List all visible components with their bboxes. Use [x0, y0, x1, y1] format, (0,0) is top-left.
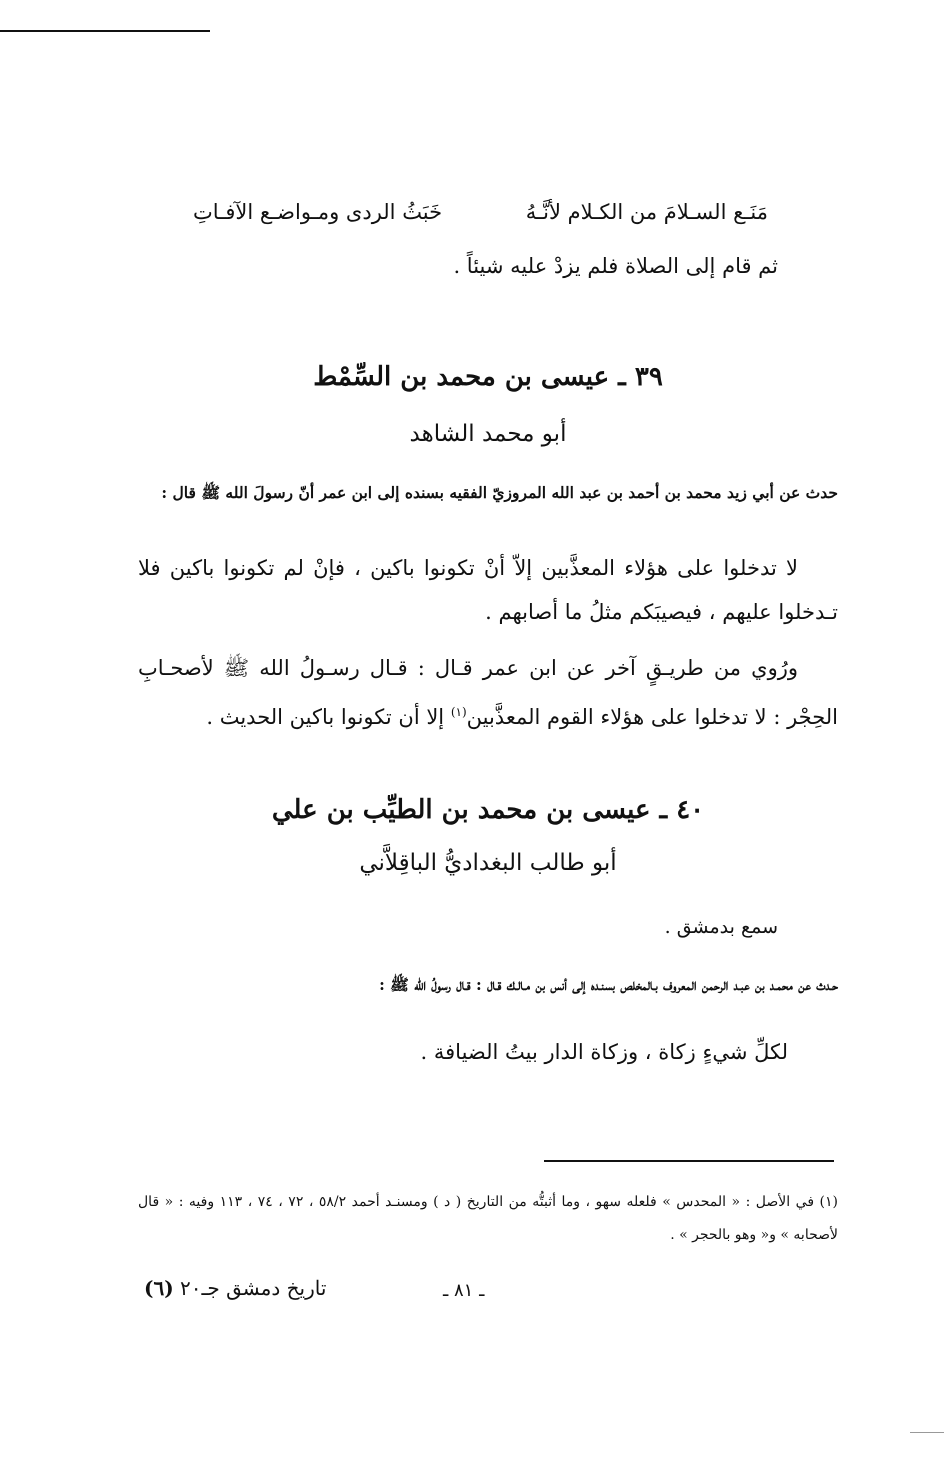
entry-39-heading: ٣٩ ـ عيسى بن محمد بن السِّمْط	[313, 362, 663, 392]
entry-39-hadith-text: لا تدخلوا على هؤلاء المعذَّبين إلاّ أنْ تكونوا باكين ، فإنْ لم تكونوا باكين فلا تـدخلوا عليهم ، فيصيبَكم مثلُ ما أصابهم .	[138, 556, 838, 624]
entry-39-hadith	[138, 546, 838, 634]
entry-39-variant-end: إلا أن تكونوا باكين الحديث .	[206, 705, 451, 729]
verse-hemistich-first: مَنَـع السـلامَ من الكـلام لأنَّـهُ	[525, 200, 768, 224]
bottom-edge-rule	[910, 1432, 944, 1433]
entry-39-variant	[138, 646, 838, 739]
page-number: ـ ٨١ ـ	[443, 1280, 485, 1301]
after-verse-line: ثم قام إلى الصلاة فلم يزدْ عليه شيئاً .	[453, 254, 778, 278]
entry-39-variant-text: ورُوي من طريـقٍ آخر عن ابن عمر قـال : قـال رسـولُ الله ﷺ لأصحـابِ الحِجْر : لا تدخلوا على هؤلاء القوم المعذَّبين	[138, 656, 838, 729]
entry-39-kunya: أبو محمد الشاهد	[409, 421, 567, 447]
entry-40-hadith: لكلِّ شيءٍ زكاة ، وزكاة الدار بيتُ الضيافة .	[420, 1040, 788, 1064]
entry-40-isnad: حـدث عن محمـد بن عبـد الرحمن المعروف بـالمخلص بسنـده إلى أنس بن مـالـك قـال : قـال رسولُ الله ﷺ :	[379, 975, 838, 994]
footnote: (١) في الأصل : « المحدس » فلعله سهو ، وما أثبتُّه من التاريخ ( د ) ومسنـد أحمد ٥٨/٢ ، ٧٢ ، ٧٤ ، ١١٣ وفيه : « قال لأصحابه » و« وهو بالحجر » .	[138, 1194, 838, 1243]
verse-hemistich-second: خَبَثُ الردى ومـواضـع الآفـاتِ	[193, 200, 443, 224]
poetry-verse	[138, 200, 838, 240]
running-footer	[144, 1276, 326, 1300]
footnote-marker: (١)	[450, 705, 467, 719]
entry-40-note: سمع بدمشق .	[664, 916, 778, 938]
footnote-rule	[544, 1160, 834, 1162]
page	[138, 0, 838, 1475]
part-mark: (٦)	[144, 1276, 174, 1300]
entry-39-isnad: حدث عن أبي زيد محمد بن أحمد بن عبد الله المروزيّ الفقيه بسنده إلى ابن عمر أنّ رسولَ الله ﷺ قال :	[161, 483, 838, 502]
entry-40-kunya: أبو طالب البغداديُّ الباقِلاَّني	[359, 850, 617, 876]
book-title: تاريخ دمشق جـ٢٠	[180, 1276, 327, 1300]
entry-40-heading: ٤٠ ـ عيسى بن محمد بن الطيِّب بن علي	[271, 795, 705, 825]
